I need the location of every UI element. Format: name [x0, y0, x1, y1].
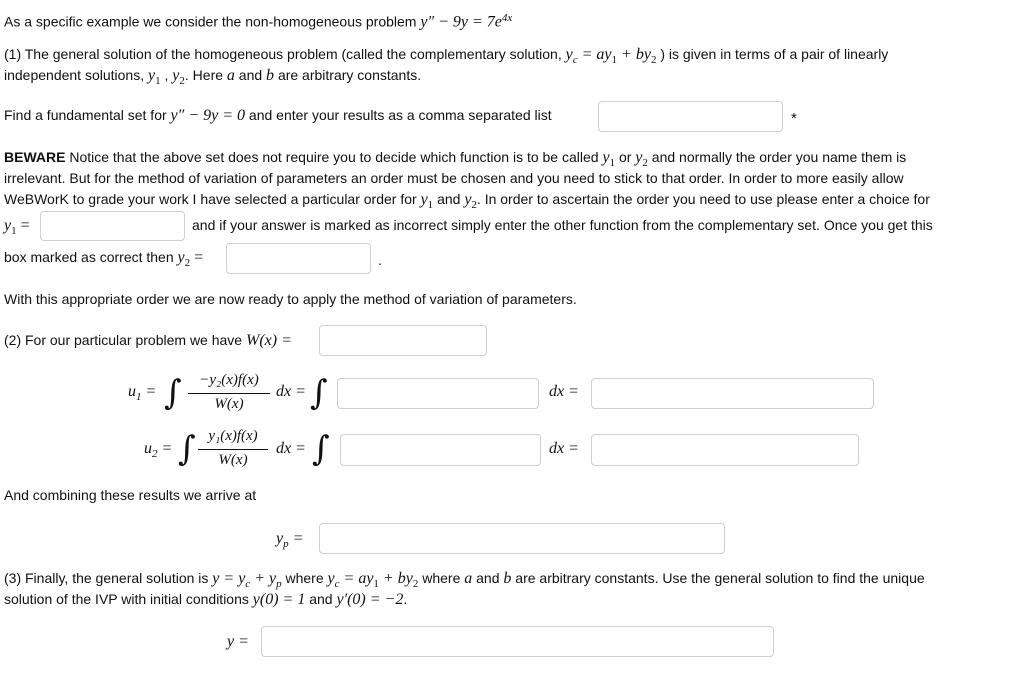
u2-result-input[interactable] — [591, 434, 859, 466]
integral-sign: ∫ — [310, 373, 328, 413]
fraction-bar — [188, 393, 270, 394]
y2-label: box marked as correct then $y_2$ = — [4, 249, 204, 269]
yp-input[interactable] — [319, 523, 725, 554]
y1-label: $y_1$ = — [4, 217, 30, 237]
problem-statement: As a specific example we consider the non-homogeneous problem $y'' - 9y = 7e^{4x}$ — [4, 12, 513, 31]
part3-line1: (3) Finally, the general solution is $y = y_c + y_p$ where $y_c = ay_1 + by_2$ where a and b are arbitrary constants. Use the general solution to find the unique — [4, 570, 925, 590]
u2-numerator: y₁(x)f(x) — [208, 428, 258, 444]
u1-dx-result: dx = — [549, 383, 579, 400]
wronskian-input[interactable] — [319, 325, 487, 356]
integral-sign: ∫ — [312, 429, 330, 469]
beware-line1: BEWARE Notice that the above set does not require you to decide which function is to be called $y_1$ or $y_2$ and normally the order you name them is — [4, 149, 907, 169]
final-y-label: y = — [227, 633, 249, 650]
beware-line3: WeBWorK to grade your work I have selected a particular order for $y_1$ and $y_2$. In order to ascertain the order you need to use please enter a choice for — [4, 191, 930, 211]
part2-wronskian-prompt: (2) For our particular problem we have W(x) = — [4, 332, 292, 349]
integral-sign: ∫ — [178, 429, 196, 469]
beware-heading: BEWARE — [4, 149, 66, 165]
u1-dx: dx = — [276, 383, 306, 400]
part1-line1: (1) The general solution of the homogeneous problem (called the complementary solution, $y_c = ay_1 + by_2$ ) is given in terms of a pair of linearly — [4, 46, 889, 66]
fundamental-set-input[interactable] — [598, 101, 783, 132]
u2-denominator: W(x) — [218, 452, 248, 468]
beware-line2: irrelevant. But for the method of variation of parameters an order must be chosen and you need to stick to that order. In order to more easily allow — [4, 170, 904, 186]
final-solution-input[interactable] — [261, 626, 774, 657]
u2-label: $u_2$ = — [144, 440, 173, 461]
u2-dx: dx = — [276, 440, 306, 457]
required-star: * — [791, 110, 797, 127]
y1-input[interactable] — [40, 211, 185, 241]
y2-input[interactable] — [226, 243, 371, 274]
u1-result-input[interactable] — [591, 378, 874, 409]
fraction-bar — [198, 449, 268, 450]
part1-line2: independent solutions, $y_1$ , $y_2$. Here a and b are arbitrary constants. — [4, 67, 422, 87]
combine-text: And combining these results we arrive at — [4, 487, 257, 503]
u1-denominator: W(x) — [214, 396, 244, 412]
ready-text: With this appropriate order we are now ready to apply the method of variation of parameters. — [4, 291, 577, 307]
u1-numerator: −y₂(x)f(x) — [199, 372, 259, 388]
u2-integrand-input[interactable] — [340, 434, 541, 466]
fundamental-set-prompt: Find a fundamental set for y″ − 9y = 0 and enter your results as a comma separated list — [4, 107, 552, 124]
u1-label: $u_1$ = — [128, 383, 157, 404]
integral-sign: ∫ — [164, 373, 182, 413]
yp-label: $y_p$ = — [276, 530, 304, 551]
period: . — [378, 252, 382, 268]
u2-dx-result: dx = — [549, 440, 579, 457]
part3-line2: solution of the IVP with initial conditions y(0) = 1 and y′(0) = −2. — [4, 591, 408, 608]
u1-integrand-input[interactable] — [337, 378, 539, 409]
ode-equation: y″ − 9y = 7e — [420, 13, 502, 31]
ode-exponent: 4x — [501, 12, 513, 24]
beware-line4: and if your answer is marked as incorrect simply enter the other function from the complementary set. Once you get this — [192, 217, 933, 233]
